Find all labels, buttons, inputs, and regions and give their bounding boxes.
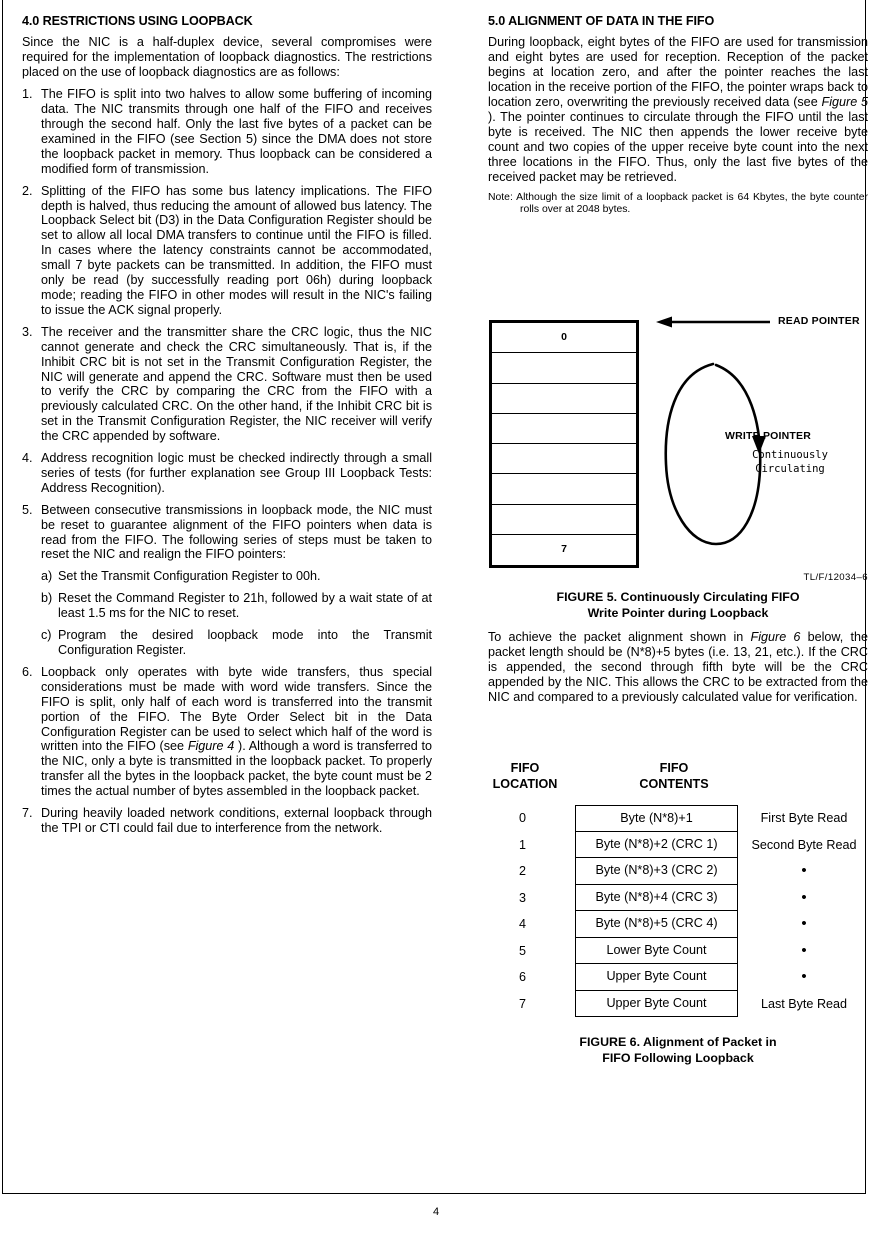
figure-6-reference: Figure 6 (750, 630, 801, 644)
fifo-cell (492, 444, 636, 474)
list-item (22, 87, 432, 176)
list-item-number: 5. (22, 502, 33, 517)
row-label: • (801, 888, 807, 906)
list-item-text: The receiver and the transmitter share the CRC logic, thus the NIC cannot generate and check the CRC simultaneously. That is, if the Inhibit CRC bit is not set in the Transmit Configuration Register, the NIC will generate and append the CRC. Software must then be used to verify the CRC by comparing the CRC from the FIFO with a previously calculated CRC. On the other hand, if the Inhibit CRC bit is set in the Transmit Configuration Register, the NIC receiver will verify the CRC appended by software. (41, 324, 432, 444)
section-5-paragraph-1-part-b: ). The pointer continues to circulate through the FIFO until the last byte is received. The NIC then appends the lower receive byte count and two copies of the upper receive byte count into the next three locations in the FIFO. Thus, only the last five bytes of the received packet may be retrieved. (488, 110, 868, 184)
list-item-text-prefix: Loopback only operates with byte wide transfers, thus special considerations must be made with word wide transfers. Since the FIFO is split, only half of each word is transferred into the transmit portion of the FIFO. The Byte Order Select bit in the Data Configuration Register can be used to select which half of the word is written into the FIFO (see (41, 664, 432, 754)
sublist-item-number: c) (41, 628, 52, 643)
sublist-item-text: Set the Transmit Configuration Register to 00h. (58, 569, 321, 584)
write-pointer-sublabel-line2: Circulating (755, 463, 825, 475)
left-column (22, 14, 432, 843)
list-item (22, 665, 432, 799)
row-location: 4 (518, 917, 526, 931)
list-item-text: The FIFO is split into two halves to allow some buffering of incoming data. The NIC transmits through one half of the FIFO and receives through the second half. Only the last five bytes of a packet can be examined in the FIFO (see Section 5) since the DMA does not store the loopback packet in memory. Thus loopback can be considered a modified form of transmission. (41, 87, 432, 176)
figure-6-caption-line2: FIFO Following Loopback (602, 1050, 754, 1065)
fifo-cell (492, 505, 636, 535)
table-row (470, 858, 868, 885)
figure-6-location-header-line1: FIFO (510, 761, 540, 775)
table-row (470, 805, 868, 832)
row-label: • (801, 941, 807, 959)
row-contents: Byte (N*8)+3 (CRC 2) (575, 858, 738, 885)
read-pointer-label: READ POINTER (778, 315, 860, 327)
fifo-cell (492, 474, 636, 504)
restrictions-list (22, 87, 432, 836)
section-5-paragraph-1 (488, 35, 868, 184)
write-pointer-label: WRITE POINTER (725, 430, 812, 442)
section-5-paragraph-1-part-a: During loopback, eight bytes of the FIFO are used for transmission and eight bytes are used for reception. Reception of the packet begins at location zero, and after the pointer reaches the last location in the receive portion of the FIFO, the pointer wraps back to location zero, overwriting the previously received data (see (488, 35, 868, 110)
row-contents: Upper Byte Count (575, 964, 738, 991)
sublist-item (41, 591, 432, 621)
sublist-item-number: a) (41, 569, 53, 584)
fifo-memory-diagram (489, 320, 639, 568)
list-item-number: 2. (22, 183, 33, 198)
row-location: 6 (518, 970, 526, 984)
row-contents: Lower Byte Count (575, 938, 738, 965)
list-item (22, 806, 432, 836)
figure-6-contents-header (580, 760, 768, 792)
figure-6-contents-header-line2: CONTENTS (639, 777, 709, 791)
list-item-text-suffix: ). Although a word is transferred to the NIC, only a byte is transmitted in the loopback packet. To properly transfer all the bytes in the loopback packet, the byte count must be 2 times the actual number of bytes assembled in the loopback packet. (41, 739, 432, 799)
fifo-cell: 0 (492, 323, 636, 353)
fifo-cell (492, 384, 636, 414)
row-contents: Byte (N*8)+2 (CRC 1) (575, 832, 738, 859)
table-row (470, 991, 868, 1018)
sublist-item (41, 569, 432, 584)
section-5-paragraph-2 (488, 630, 868, 705)
row-label: • (801, 915, 807, 932)
figure-6-location-header (475, 760, 575, 792)
section-5-paragraph-2-wrapper (488, 630, 868, 705)
figure-5-reference: Figure 5 (821, 95, 868, 110)
row-contents: Upper Byte Count (575, 991, 738, 1018)
list-item-text (41, 665, 432, 799)
figure-6-location-header-line2: LOCATION (492, 777, 558, 791)
sublist-item (41, 628, 432, 658)
fifo-cell: 7 (561, 542, 567, 555)
figure-6-caption (488, 1035, 868, 1066)
section-5-paragraph-2-part-a: To achieve the packet alignment shown in (488, 630, 751, 644)
figure-5-caption-line2: Write Pointer during Loopback (587, 605, 769, 620)
list-item-text: Splitting of the FIFO has some bus latency implications. The FIFO depth is halved, thus reducing the amount of allowed bus latency. The Loopback Select bit (D3) in the Data Configuration Register should be set to allow all local DMA transfers to continue until the FIFO is filled. In cases where the latency constraints cannot be accommodated, small 7 byte packets can be transmitted. In addition, the FIFO must only be read (by successfully reading port 06h) during loopback mode; reading the FIFO in other modes will result in the NIC's failing to issue the ACK signal properly. (41, 183, 432, 317)
page-number: 4 (432, 1206, 440, 1218)
list-item-text: Between consecutive transmissions in loopback mode, the NIC must be reset to guarantee alignment of the FIFO pointers when data is read from the FIFO. The following series of steps must be taken to reset the NIC and realign the FIFO pointers: (41, 502, 432, 562)
row-contents: Byte (N*8)+4 (CRC 3) (575, 885, 738, 912)
figure-4-reference: Figure 4 (187, 739, 235, 754)
note-block (488, 192, 868, 217)
section-5-paragraph-2-part-b: below, the packet length should be (N*8)+5 bytes (i.e. 13, 21, etc.). If the CRC is appended, the second through fifth byte will be the CRC appended by the NIC. This allows the CRC to be extracted from the NIC and compared to a previously calculated value for verification. (488, 630, 869, 704)
reset-steps-sublist (41, 569, 432, 658)
table-row (470, 938, 868, 965)
row-location: 0 (518, 811, 526, 825)
figure-5-caption (488, 590, 868, 621)
list-item-number: 3. (22, 324, 33, 339)
row-contents: Byte (N*8)+1 (575, 805, 738, 832)
row-location: 5 (518, 943, 526, 958)
list-item-text: Address recognition logic must be checked indirectly through a small series of tests (for further explanation see Group III Loopback Tests: Address Recognition). (41, 451, 432, 495)
list-item-number: 1. (22, 87, 33, 102)
write-pointer-sublabel-line1: Continuously (752, 449, 828, 461)
sublist-item-text: Program the desired loopback mode into the Transmit Configuration Register. (58, 628, 432, 657)
figure-5-caption-line1: FIGURE 5. Continuously Circulating FIFO (556, 590, 800, 604)
figure-5-doc-ref: TL/F/12034–6 (803, 572, 868, 583)
table-row (470, 911, 868, 938)
section-5-heading: 5.0 ALIGNMENT OF DATA IN THE FIFO (488, 14, 715, 28)
note-label: Note: (488, 191, 513, 203)
figure-6-caption-line1: FIGURE 6. Alignment of Packet in (579, 1035, 777, 1049)
row-label: • (801, 862, 807, 879)
figure-5 (488, 302, 868, 622)
fifo-cell (492, 414, 636, 444)
table-row (470, 964, 868, 991)
row-label: Second Byte Read (751, 837, 857, 852)
write-pointer-sublabel (735, 448, 845, 476)
table-row (470, 885, 868, 912)
right-column (488, 14, 868, 217)
note-text: Although the size limit of a loopback packet is 64 Kbytes, the byte counter rolls over at 2048 bytes. (516, 191, 868, 216)
sublist-item-number: b) (41, 591, 53, 606)
figure-6-contents-header-line1: FIFO (659, 761, 689, 775)
list-item-number: 4. (22, 451, 33, 466)
row-location: 2 (518, 864, 526, 878)
sublist-item-text: Reset the Command Register to 21h, followed by a wait state of at least 1.5 ms for the NIC to reset. (58, 591, 432, 621)
figure-6 (470, 760, 868, 1070)
row-label: Last Byte Read (760, 996, 848, 1011)
table-row (470, 832, 868, 859)
section-4-heading: 4.0 RESTRICTIONS USING LOOPBACK (22, 14, 253, 28)
list-item (22, 325, 432, 444)
row-label: First Byte Read (760, 811, 848, 825)
row-location: 3 (518, 890, 526, 905)
row-contents: Byte (N*8)+5 (CRC 4) (575, 911, 738, 938)
list-item-text: During heavily loaded network conditions, external loopback through the TPI or CTI could fail due to interference from the network. (41, 806, 432, 835)
read-pointer-arrow-icon (656, 316, 771, 328)
row-location: 7 (518, 996, 526, 1011)
section-4-intro-paragraph: Since the NIC is a half-duplex device, several compromises were required for the implementation of loopback diagnostics. The restrictions placed on the use of loopback diagnostics are as follows: (22, 35, 432, 80)
list-item-number: 7. (22, 806, 33, 821)
list-item-number: 6. (22, 664, 33, 679)
list-item (22, 503, 432, 658)
fifo-cell (492, 353, 636, 383)
row-location: 1 (518, 837, 526, 852)
figure-6-table (470, 805, 868, 1017)
row-label: • (801, 968, 807, 985)
list-item (22, 451, 432, 496)
list-item (22, 184, 432, 318)
